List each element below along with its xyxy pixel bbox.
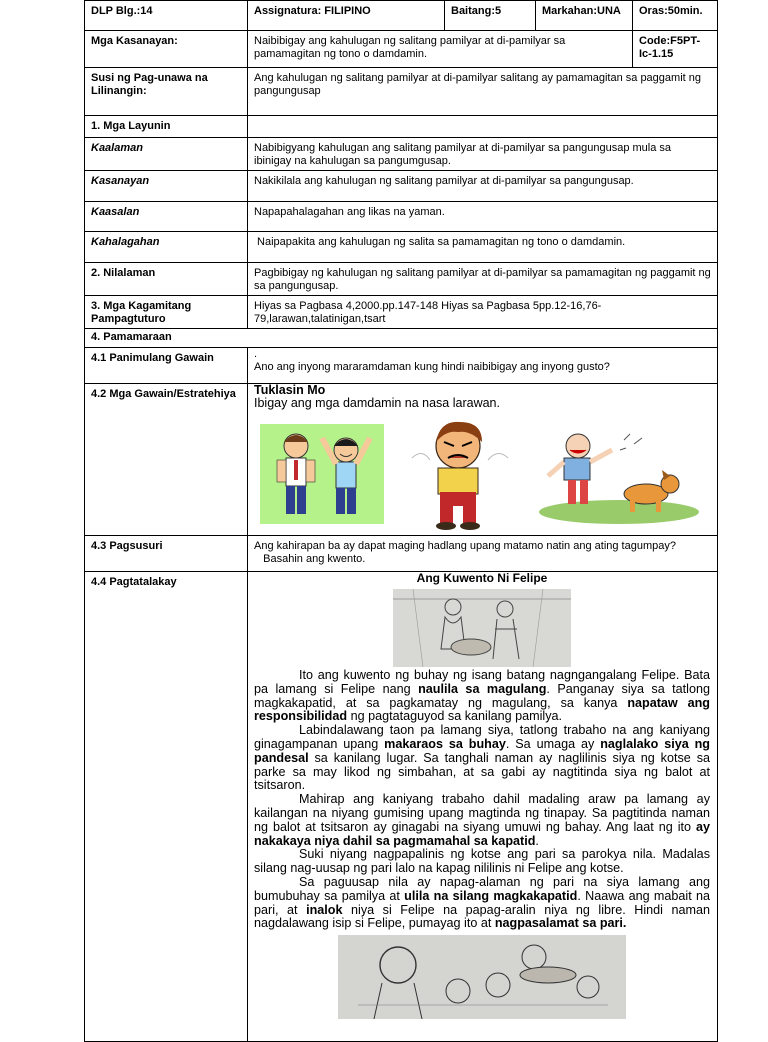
tuklasin-title: Tuklasin Mo <box>254 383 326 397</box>
time-allotment: Oras:50min. <box>633 1 718 31</box>
story-body <box>254 669 710 931</box>
quarter: Markahan:UNA <box>536 1 633 31</box>
kaasalan-label: Kaasalan <box>85 202 248 232</box>
story-paragraph-1: Ito ang kuwento ng buhay ng isang batang nagngangalang Felipe. Bata pa lamang si Felipe nang naulila sa magulang. Panganay siya sa tatlong magkakapatid, at sa pagkamatay ng magulang, sa kanya napataw ang responsibilidad ng pagtataguyod sa kanilang pamilya. <box>254 668 710 724</box>
scared-man-dog-picture <box>534 420 704 528</box>
kahalagahan-label: Kahalagahan <box>85 232 248 263</box>
pamamaraan-row <box>85 329 718 348</box>
kaalaman-text: Nabibigyang kahulugan ang salitang pamilyar at di-pamilyar sa pangungusap mula sa ibinigay na kahulugan sa pangumgusap. <box>248 138 718 171</box>
panimula-label: 4.1 Panimulang Gawain <box>85 348 248 384</box>
kasanayan-text: Naibibigay ang kahulugan ng salitang pamilyar at di-pamilyar sa pamamagitan ng tono o damdamin. <box>248 31 633 68</box>
susi-label: Susi ng Pag-unawa na Lilinangin: <box>85 68 248 116</box>
kahalagahan-text: Naipapakita ang kahulugan ng salita sa pamamagitan ng tono o damdamin. <box>248 232 718 263</box>
kagamitan-text: Hiyas sa Pagbasa 4,2000.pp.147-148 Hiyas sa Pagbasa 5pp.12-16,76-79,larawan,talatinigan,tsart <box>248 296 718 329</box>
kasanayan2-label: Kasanayan <box>85 171 248 202</box>
gawain-label: 4.2 Mga Gawain/Estratehiya <box>85 384 248 536</box>
kasanayan2-row <box>85 171 718 202</box>
panimula-question: Ano ang inyong mararamdaman kung hindi naibibigay ang inyong gusto? <box>254 361 610 373</box>
panimula-cell <box>248 348 718 384</box>
kasanayan-label: Mga Kasanayan: <box>85 31 248 68</box>
gawain-cell <box>248 384 718 536</box>
kaalaman-row <box>85 138 718 171</box>
layunin-empty <box>248 116 718 138</box>
emotion-pictures <box>254 418 711 532</box>
pagtatalakay-cell <box>248 572 718 1042</box>
tuklasin-instruction: Ibigay ang mga damdamin na nasa larawan. <box>254 396 500 410</box>
header-row <box>85 1 718 31</box>
layunin-row <box>85 116 718 138</box>
grade-level: Baitang:5 <box>445 1 536 31</box>
pagtatalakay-label: 4.4 Pagtatalakay <box>85 572 248 1042</box>
story-title: Ang Kuwento Ni Felipe <box>416 571 548 585</box>
susi-text: Ang kahulugan ng salitang pamilyar at di-pamilyar salitang ay pamamagitan sa paggamit ng pangungusap <box>248 68 718 116</box>
kasanayan-row <box>85 31 718 68</box>
nilalaman-text: Pagbibigay ng kahulugan ng salitang pamilyar at di-pamilyar sa pamamagitan ng paggamit ng sa pangungusap. <box>248 263 718 296</box>
story-sketch-top <box>393 589 571 667</box>
kagamitan-row <box>85 296 718 329</box>
kaasalan-row <box>85 202 718 232</box>
angry-boy-picture <box>400 418 520 530</box>
pagsusuri-label: 4.3 Pagsusuri <box>85 536 248 572</box>
kaasalan-text: Napapahalagahan ang likas na yaman. <box>248 202 718 232</box>
kahalagahan-row <box>85 232 718 263</box>
dlp-number: DLP Blg.:14 <box>85 1 248 31</box>
subject: Assignatura: FILIPINO <box>248 1 445 31</box>
nilalaman-row <box>85 263 718 296</box>
pagsusuri-question: Ang kahirapan ba ay dapat maging hadlang upang matamo natin ang ating tagumpay? <box>254 540 676 552</box>
layunin-label: 1. Mga Layunin <box>85 116 248 138</box>
lesson-plan-table <box>84 0 718 1042</box>
nilalaman-label: 2. Nilalaman <box>85 263 248 296</box>
pagsusuri-instruction: Basahin ang kwento. <box>254 553 366 565</box>
kasanayan2-text: Nakikilala ang kahulugan ng salitang pamilyar at di-pamilyar sa pangungusap. <box>248 171 718 202</box>
competency-code: Code:F5PT-Ic-1.15 <box>633 31 718 68</box>
gawain-row <box>85 384 718 536</box>
kaalaman-label: Kaalaman <box>85 138 248 171</box>
panimula-dot: . <box>254 348 258 360</box>
pagsusuri-row <box>85 536 718 572</box>
story-paragraph-4: Suki niyang nagpapalinis ng kotse ang pari sa parokya nila. Madalas silang nag-uusap ng pari lalo na kapag nililinis ni Felipe ang kotse. <box>254 847 710 876</box>
story-paragraph-2: Labindalawang taon pa lamang siya, tatlong trabaho na ang kaniyang ginagampanan upang makaraos sa buhay. Sa umaga ay naglalako siya ng pandesal sa kanilang lugar. Sa tanghali naman ay naglilinis siya ng kotse sa parke sa may likod ng simbahan, at sa gabi ay nagtitinda siya ng balot at tsitsaron. <box>254 723 710 793</box>
susi-row <box>85 68 718 116</box>
pagsusuri-cell <box>248 536 718 572</box>
story-sketch-bottom <box>338 935 626 1019</box>
pagtatalakay-row <box>85 572 718 1042</box>
pamamaraan-label: 4. Pamamaraan <box>85 329 718 348</box>
kagamitan-label: 3. Mga Kagamitang Pampagtuturo <box>85 296 248 329</box>
story-paragraph-5: Sa paguusap nila ay napag-alaman ng pari na siya lamang ang bumubuhay sa pamilya at ulila na silang magkakapatid. Naawa ang mabait na pari, at inalok niya si Felipe na papag-aralin niya ng libre. Hindi naman nagdalawang isip si Felipe, pumayag ito at nagpasalamat sa pari. <box>254 874 710 931</box>
happy-boys-picture <box>260 424 384 524</box>
panimula-row <box>85 348 718 384</box>
story-paragraph-3: Mahirap ang kaniyang trabaho dahil madaling araw pa lamang ay kailangan na niyang gumising upang magtinda ng tinapay. Sa pagtitinda naman ng balot at tsitsaron ay ginagabi na siyang umuwi ng bahay. Ang laat ng ito ay nakakaya niya dahil sa pagmamahal sa kapatid. <box>254 792 710 848</box>
